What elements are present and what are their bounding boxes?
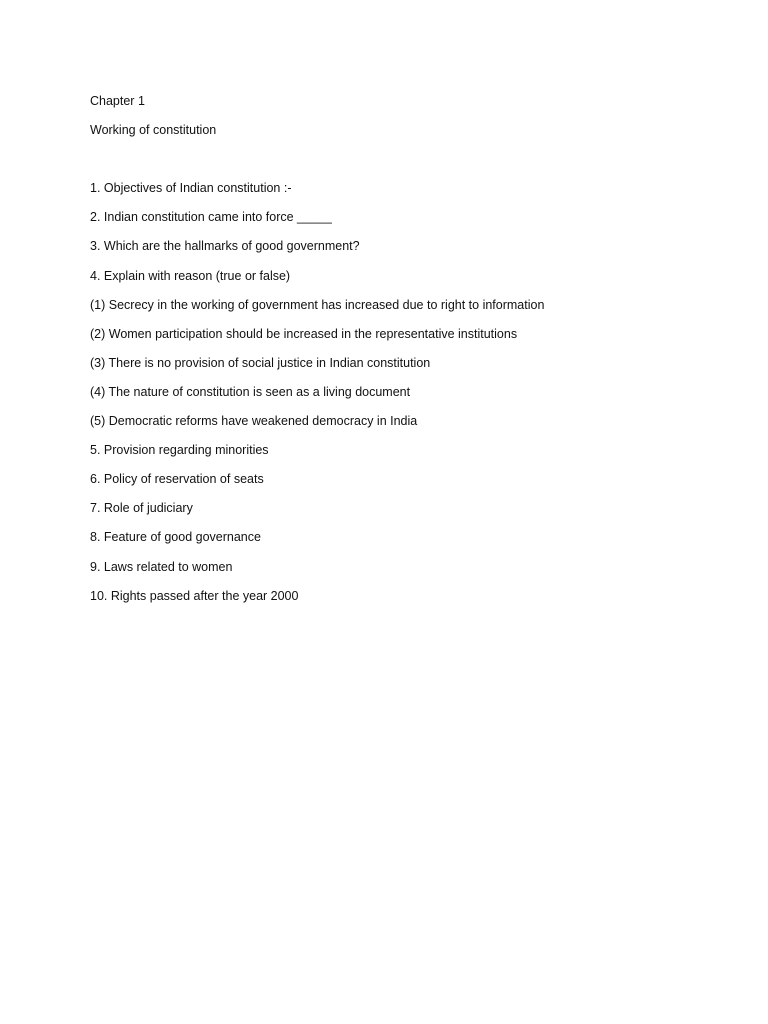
blank-line — [90, 151, 730, 180]
question-item: 2. Indian constitution came into force _____ — [90, 210, 332, 225]
question-item: 7. Role of judiciary — [90, 501, 193, 516]
sub-question-item: (2) Women participation should be increased in the representative institutions — [90, 326, 518, 341]
sub-question-item: (5) Democratic reforms have weakened democracy in India — [90, 414, 418, 429]
sub-question-item: (4) The nature of constitution is seen as a living document — [90, 384, 411, 399]
sub-question-item: (3) There is no provision of social justice in Indian constitution — [90, 355, 431, 370]
document-body — [90, 93, 730, 617]
question-item: 3. Which are the hallmarks of good government? — [90, 239, 360, 254]
question-item: 4. Explain with reason (true or false) — [90, 268, 291, 283]
chapter-title: Working of constitution — [90, 123, 217, 138]
question-item: 1. Objectives of Indian constitution :- — [90, 181, 292, 196]
question-item: 6. Policy of reservation of seats — [90, 472, 264, 487]
question-item: 5. Provision regarding minorities — [90, 443, 269, 458]
question-item: 10. Rights passed after the year 2000 — [90, 588, 299, 603]
chapter-heading: Chapter 1 — [90, 94, 145, 108]
question-item: 9. Laws related to women — [90, 559, 233, 574]
sub-question-item: (1) Secrecy in the working of government has increased due to right to information — [90, 297, 545, 312]
question-item: 8. Feature of good governance — [90, 530, 261, 545]
